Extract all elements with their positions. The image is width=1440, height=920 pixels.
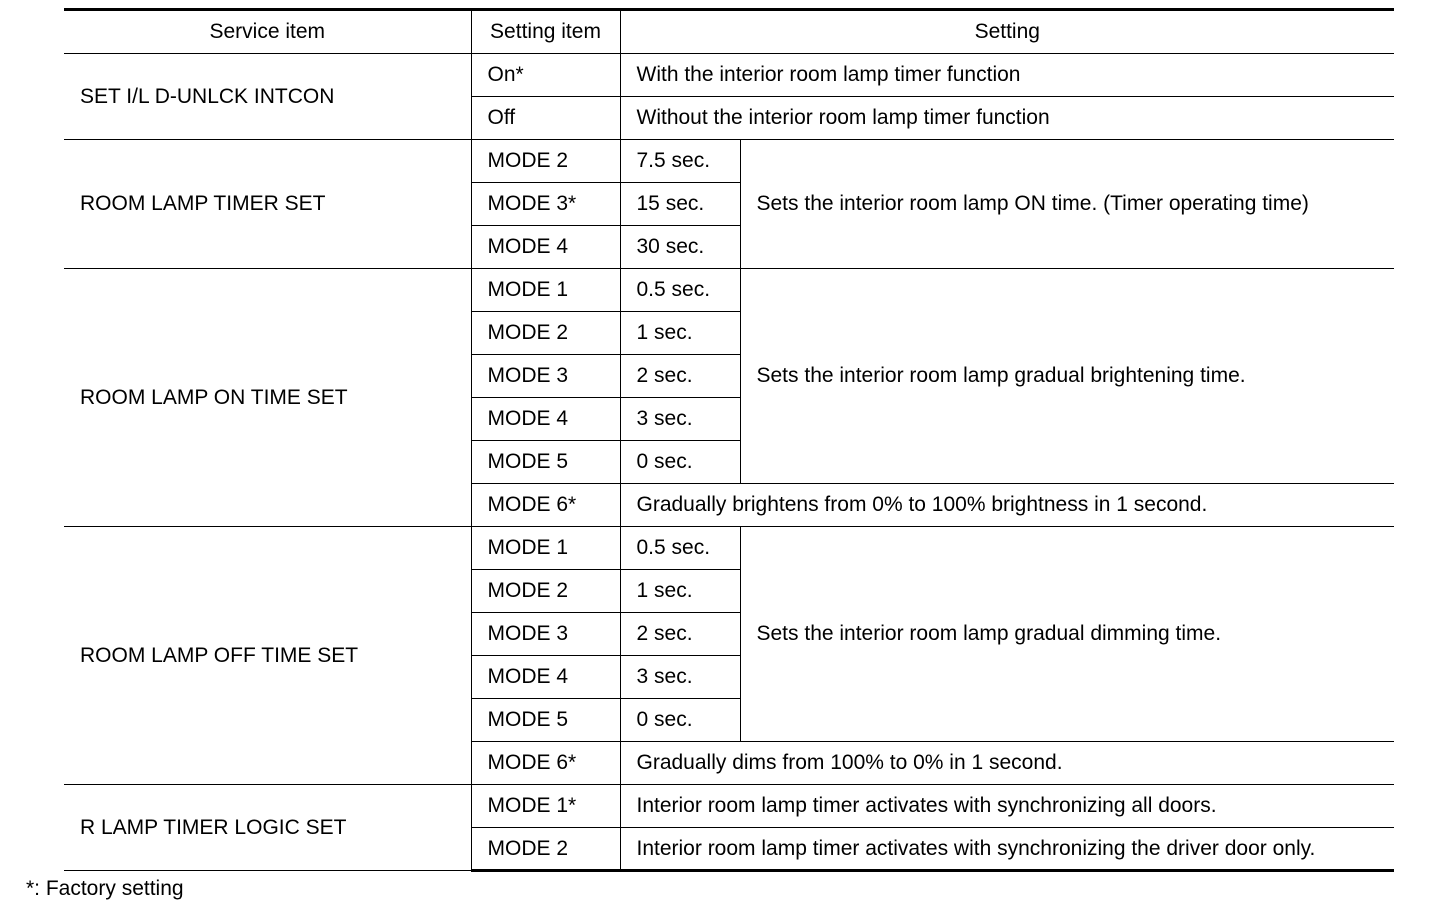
- service-item-cell: ROOM LAMP OFF TIME SET: [64, 527, 471, 785]
- setting-item-cell: MODE 1*: [471, 785, 620, 828]
- table-row: [64, 140, 1394, 183]
- header-row: [64, 10, 1394, 54]
- setting-item-cell: MODE 3: [471, 355, 620, 398]
- setting-item-cell: MODE 6*: [471, 484, 620, 527]
- setting-cell: Gradually dims from 100% to 0% in 1 second.: [620, 742, 1394, 785]
- header-service-item: Service item: [64, 10, 471, 54]
- value-cell: 7.5 sec.: [620, 140, 740, 183]
- setting-item-cell: MODE 2: [471, 828, 620, 871]
- table-row: [64, 269, 1394, 312]
- service-item-cell: SET I/L D-UNLCK INTCON: [64, 54, 471, 140]
- setting-item-cell: MODE 6*: [471, 742, 620, 785]
- setting-item-cell: MODE 3*: [471, 183, 620, 226]
- setting-item-cell: MODE 2: [471, 570, 620, 613]
- table-row: [64, 785, 1394, 828]
- value-cell: 0 sec.: [620, 699, 740, 742]
- value-cell: 0 sec.: [620, 441, 740, 484]
- value-cell: 3 sec.: [620, 656, 740, 699]
- table-row: [64, 527, 1394, 570]
- header-setting-item: Setting item: [471, 10, 620, 54]
- value-cell: 30 sec.: [620, 226, 740, 269]
- setting-cell: Interior room lamp timer activates with synchronizing the driver door only.: [620, 828, 1394, 871]
- value-cell: 2 sec.: [620, 613, 740, 656]
- service-item-cell: ROOM LAMP TIMER SET: [64, 140, 471, 269]
- setting-item-cell: MODE 5: [471, 441, 620, 484]
- value-cell: 2 sec.: [620, 355, 740, 398]
- setting-item-cell: MODE 5: [471, 699, 620, 742]
- description-cell: Sets the interior room lamp ON time. (Timer operating time): [740, 140, 1394, 269]
- setting-cell: Without the interior room lamp timer function: [620, 97, 1394, 140]
- settings-table: [64, 8, 1394, 872]
- setting-item-cell: MODE 1: [471, 527, 620, 570]
- service-item-cell: ROOM LAMP ON TIME SET: [64, 269, 471, 527]
- service-item-cell: R LAMP TIMER LOGIC SET: [64, 785, 471, 871]
- value-cell: 3 sec.: [620, 398, 740, 441]
- value-cell: 0.5 sec.: [620, 527, 740, 570]
- setting-item-cell: Off: [471, 97, 620, 140]
- setting-item-cell: MODE 2: [471, 312, 620, 355]
- setting-item-cell: On*: [471, 54, 620, 97]
- setting-item-cell: MODE 1: [471, 269, 620, 312]
- value-cell: 1 sec.: [620, 312, 740, 355]
- setting-item-cell: MODE 2: [471, 140, 620, 183]
- description-cell: Sets the interior room lamp gradual dimming time.: [740, 527, 1394, 742]
- value-cell: 0.5 sec.: [620, 269, 740, 312]
- setting-item-cell: MODE 4: [471, 398, 620, 441]
- footnote: *: Factory setting: [26, 877, 184, 900]
- setting-cell: Interior room lamp timer activates with synchronizing all doors.: [620, 785, 1394, 828]
- header-setting: Setting: [620, 10, 1394, 54]
- value-cell: 15 sec.: [620, 183, 740, 226]
- description-cell: Sets the interior room lamp gradual brightening time.: [740, 269, 1394, 484]
- table-row: [64, 54, 1394, 97]
- setting-item-cell: MODE 4: [471, 226, 620, 269]
- value-cell: 1 sec.: [620, 570, 740, 613]
- setting-cell: With the interior room lamp timer function: [620, 54, 1394, 97]
- setting-cell: Gradually brightens from 0% to 100% brightness in 1 second.: [620, 484, 1394, 527]
- setting-item-cell: MODE 3: [471, 613, 620, 656]
- setting-item-cell: MODE 4: [471, 656, 620, 699]
